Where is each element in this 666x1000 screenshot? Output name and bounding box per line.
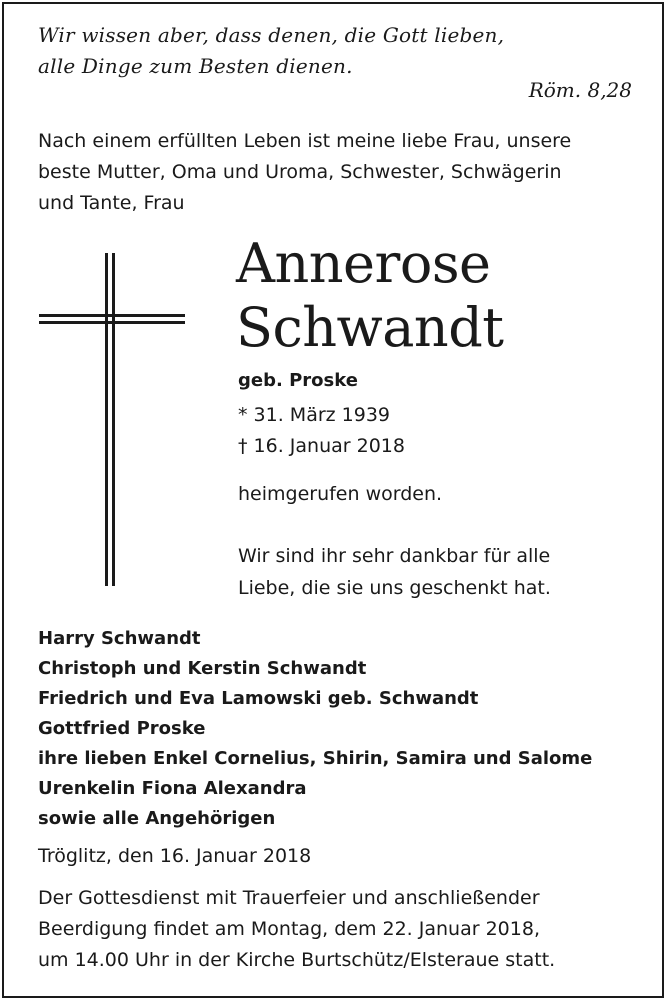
mourner-item: ihre lieben Enkel Cornelius, Shirin, Samira und Salome [38, 748, 593, 769]
cross-horizontal-line [39, 321, 185, 324]
thanks-line: Wir sind ihr sehr dankbar für alle [238, 545, 551, 567]
mourner-item: Gottfried Proske [38, 718, 206, 739]
first-name: Annerose [236, 232, 491, 295]
verse-line: Wir wissen aber, dass denen, die Gott lieben, [38, 23, 505, 47]
service-line: um 14.00 Uhr in der Kirche Burtschütz/Elsteraue statt. [38, 949, 556, 971]
bible-verse [38, 20, 504, 82]
intro-text [38, 126, 571, 219]
maiden-name: geb. Proske [238, 370, 358, 391]
mourner-item: Harry Schwandt [38, 628, 201, 649]
cross-horizontal-line [39, 314, 185, 317]
mourners-list [38, 624, 592, 834]
mourner-item: Christoph und Kerstin Schwandt [38, 658, 367, 679]
called-home-text: heimgerufen worden. [238, 483, 443, 505]
birth-date: * 31. März 1939 [238, 404, 391, 426]
service-line: Der Gottesdienst mit Trauerfeier und anschließender [38, 887, 540, 909]
intro-line: und Tante, Frau [38, 192, 185, 214]
mourner-item: sowie alle Angehörigen [38, 808, 276, 829]
cross-vertical-line [112, 253, 115, 586]
thanks-text [238, 540, 551, 604]
intro-line: beste Mutter, Oma und Uroma, Schwester, Schwägerin [38, 161, 562, 183]
place-and-date: Tröglitz, den 16. Januar 2018 [38, 845, 312, 867]
thanks-line: Liebe, die sie uns geschenkt hat. [238, 577, 551, 599]
mourner-item: Urenkelin Fiona Alexandra [38, 778, 307, 799]
cross-vertical-line [105, 253, 108, 586]
death-date: † 16. Januar 2018 [238, 435, 405, 457]
intro-line: Nach einem erfüllten Leben ist meine liebe Frau, unsere [38, 130, 572, 152]
service-line: Beerdigung findet am Montag, dem 22. Januar 2018, [38, 918, 540, 940]
deceased-name [236, 232, 503, 360]
funeral-service-info [38, 883, 555, 976]
verse-line: alle Dinge zum Besten dienen. [38, 54, 353, 78]
last-name: Schwandt [236, 296, 504, 359]
verse-reference: Röm. 8,28 [528, 78, 632, 102]
mourner-item: Friedrich und Eva Lamowski geb. Schwandt [38, 688, 479, 709]
